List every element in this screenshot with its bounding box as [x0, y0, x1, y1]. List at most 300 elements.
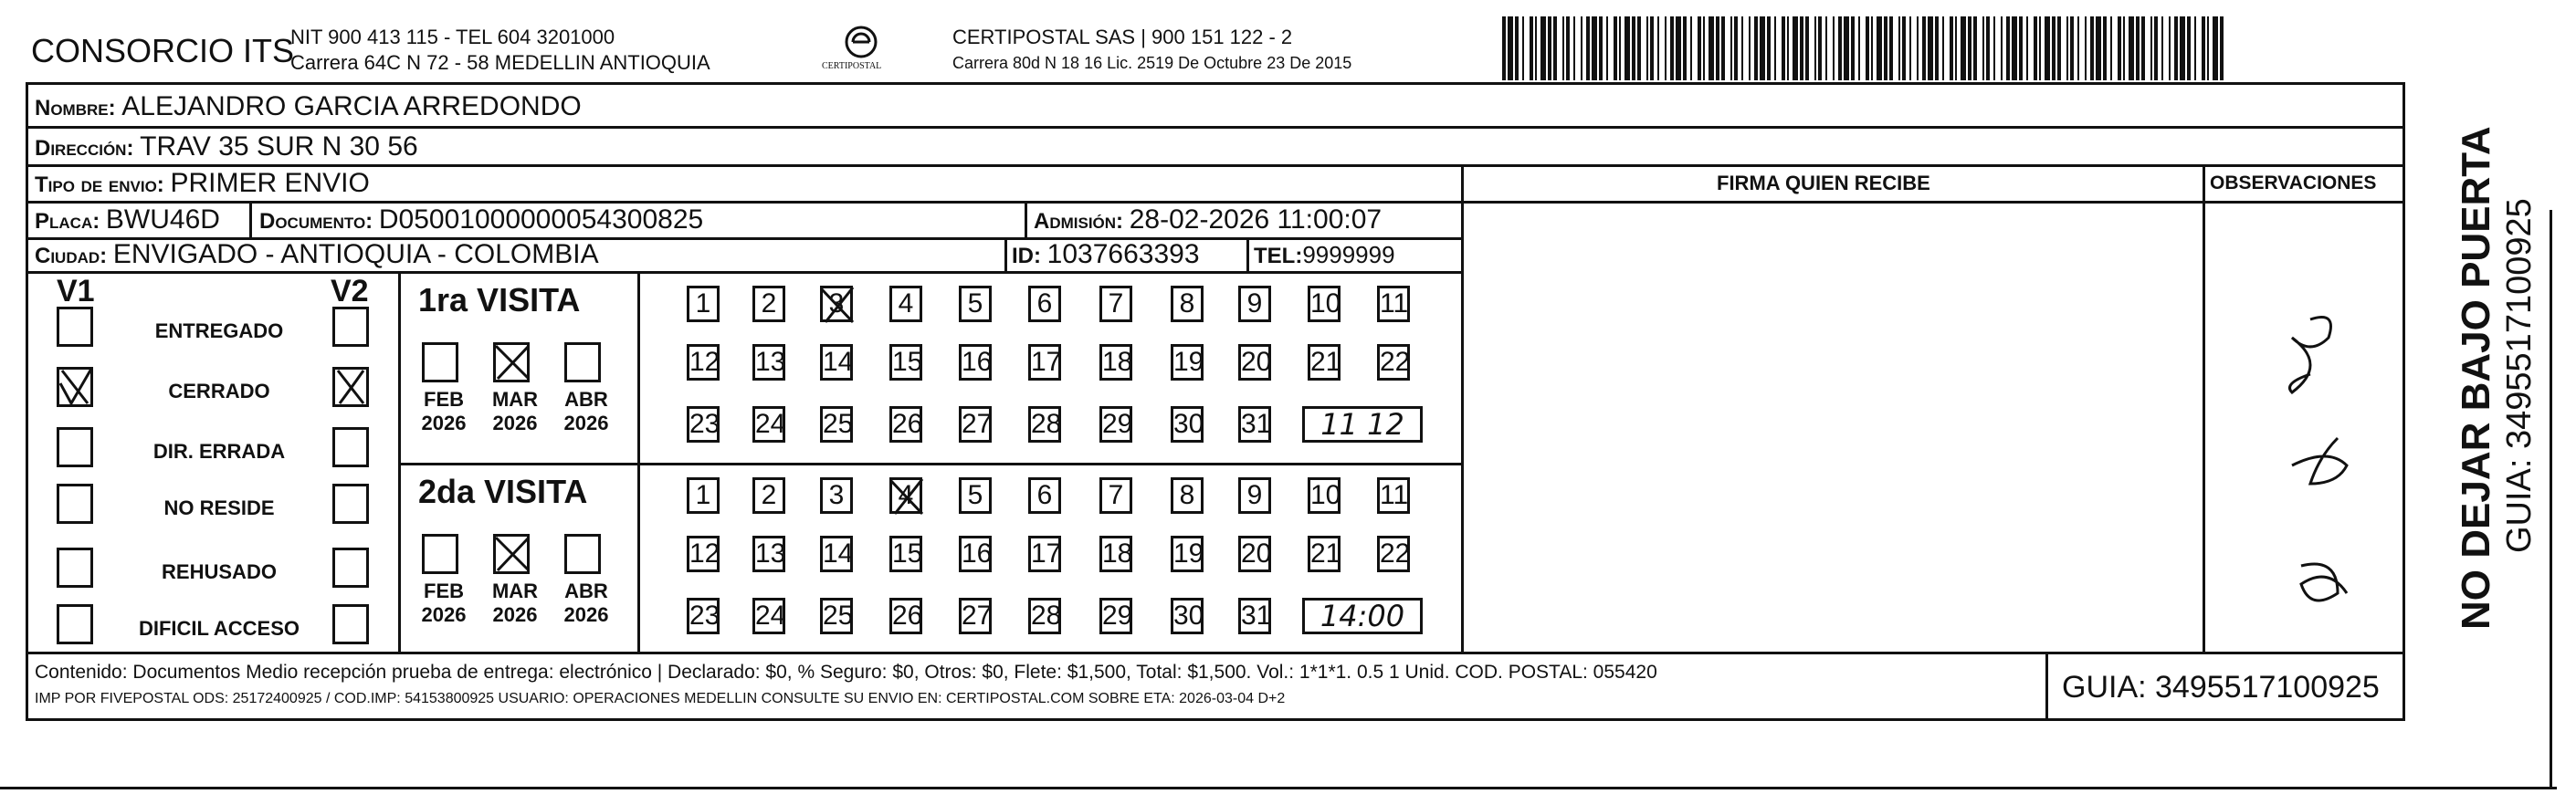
- day-number: 6: [1036, 288, 1053, 319]
- day-number: 13: [755, 347, 786, 377]
- ciudad-label: Ciudad: ENVIGADO - ANTIOQUIA - COLOMBIA: [35, 239, 599, 269]
- day-number: 21: [1310, 538, 1341, 569]
- v2-checkbox[interactable]: [332, 484, 369, 524]
- barcode-bar: [1637, 16, 1641, 80]
- barcode-bar: [1871, 16, 1873, 80]
- status-option-label: REHUSADO: [162, 560, 277, 583]
- day-box[interactable]: [1308, 536, 1341, 572]
- day-box[interactable]: [752, 406, 785, 443]
- barcode-bar: [2213, 16, 2218, 80]
- barcode-bar: [1670, 16, 1674, 80]
- day-number: 16: [962, 347, 993, 377]
- certipostal-logo-text: CERTIPOSTAL: [822, 61, 882, 71]
- barcode-bar: [1928, 16, 1933, 80]
- v2-label: V2: [331, 274, 369, 308]
- v2-checkbox[interactable]: [332, 427, 369, 467]
- barcode-bar: [1866, 16, 1869, 80]
- v1-checkbox[interactable]: [57, 604, 93, 644]
- barcode-bar: [2045, 16, 2050, 80]
- barcode-bar: [2039, 16, 2041, 80]
- day-number: 22: [1380, 538, 1411, 569]
- barcode-bar: [1917, 16, 1919, 80]
- company-address: Carrera 64C N 72 - 58 MEDELLIN ANTIOQUIA: [290, 51, 710, 74]
- day-box[interactable]: [1099, 477, 1132, 514]
- barcode-bar: [1782, 16, 1785, 80]
- day-box[interactable]: [687, 286, 720, 322]
- barcode-bar: [1767, 16, 1771, 80]
- v2-checkbox[interactable]: [332, 367, 369, 407]
- barcode-bar: [2070, 16, 2074, 80]
- month-year: 2026: [421, 603, 467, 626]
- barcode-bar: [1805, 16, 1809, 80]
- barcode-bar: [1676, 16, 1681, 80]
- month-name: MAR: [491, 580, 539, 602]
- barcode-bar: [1825, 16, 1827, 80]
- day-number: 20: [1241, 538, 1272, 569]
- v2-checkbox[interactable]: [332, 307, 369, 347]
- handwritten-time-box[interactable]: [1302, 598, 1423, 634]
- barcode-bar: [1935, 16, 1939, 80]
- status-option-label: ENTREGADO: [154, 319, 284, 342]
- day-box[interactable]: [820, 406, 853, 443]
- barcode-bar: [1838, 16, 1842, 80]
- barcode-bar: [2026, 16, 2028, 80]
- barcode-bar: [1606, 16, 1608, 80]
- barcode-bar: [2085, 16, 2087, 80]
- day-box[interactable]: [889, 536, 922, 572]
- barcode-bar: [1716, 16, 1719, 80]
- day-box[interactable]: [1238, 477, 1271, 514]
- footer-imp-line: IMP POR FIVEPOSTAL ODS: 25172400925 / COD.IMP: 54153800925 USUARIO: OPERACIONES MEDELLIN CONSULTE SU ENVIO EN: CERTIPOSTAL.COM SOBRE ETA: 2026-03-04 D+2: [35, 691, 1286, 706]
- documento-label: Documento: D05001000000054300825: [259, 204, 704, 235]
- day-number: 8: [1179, 480, 1195, 510]
- day-box[interactable]: [1171, 536, 1204, 572]
- barcode-bar: [1709, 16, 1714, 80]
- footer-guia: GUIA: 3495517100925: [2062, 670, 2380, 705]
- day-box[interactable]: [1099, 344, 1132, 381]
- day-number: 26: [892, 601, 923, 631]
- day-number: 5: [967, 288, 983, 319]
- v2-checkbox[interactable]: [332, 548, 369, 588]
- month-year: 2026: [421, 412, 467, 434]
- day-number: 2: [761, 288, 777, 319]
- barcode-bar: [2150, 16, 2152, 80]
- barcode-bar: [1760, 16, 1765, 80]
- month-checkbox[interactable]: [493, 534, 530, 574]
- day-number: 28: [1031, 601, 1062, 631]
- side-guia: GUIA: 3495517100925: [2500, 198, 2539, 553]
- month-checkbox[interactable]: [564, 342, 601, 382]
- barcode-bar: [1734, 16, 1738, 80]
- placa-value: BWU46D: [105, 204, 220, 235]
- barcode-bar: [1619, 16, 1621, 80]
- day-number: 30: [1173, 601, 1204, 631]
- day-box[interactable]: [820, 598, 853, 634]
- barcode-bar: [1986, 16, 1990, 80]
- day-box[interactable]: [889, 344, 922, 381]
- tel-value: 9999999: [1302, 241, 1395, 268]
- day-number: 23: [689, 601, 720, 631]
- month-year: 2026: [492, 412, 538, 434]
- placa-label: Placa: BWU46D: [35, 204, 220, 235]
- barcode-bar: [1950, 16, 1953, 80]
- month-name: ABR: [564, 388, 608, 411]
- day-number: 27: [962, 601, 993, 631]
- barcode-bar: [2129, 16, 2134, 80]
- day-box[interactable]: [1171, 477, 1204, 514]
- day-number: 26: [892, 409, 923, 439]
- v1-checkbox[interactable]: [57, 307, 93, 347]
- day-number: 25: [823, 601, 854, 631]
- day-number: 10: [1310, 288, 1341, 319]
- tipo-value: PRIMER ENVIO: [170, 168, 370, 198]
- nombre-label: Nombre: ALEJANDRO GARCIA ARREDONDO: [35, 91, 582, 121]
- barcode-bar: [2090, 16, 2094, 80]
- barcode-bar: [2103, 16, 2107, 80]
- barcode-bar: [1754, 16, 1758, 80]
- day-number: 28: [1031, 409, 1062, 439]
- day-box[interactable]: [959, 536, 992, 572]
- barcode-bar: [1573, 16, 1575, 80]
- barcode-bar: [2220, 16, 2224, 80]
- day-box[interactable]: [1099, 286, 1132, 322]
- barcode-bar: [2141, 16, 2145, 80]
- month-year: 2026: [563, 412, 609, 434]
- day-number: 25: [823, 409, 854, 439]
- day-box[interactable]: [1377, 344, 1410, 381]
- barcode-bar: [1902, 16, 1906, 80]
- v1-checkbox[interactable]: [57, 484, 93, 524]
- barcode-bar: [1698, 16, 1701, 80]
- day-box[interactable]: [1171, 286, 1204, 322]
- barcode-bar: [2154, 16, 2158, 80]
- barcode-bar: [1540, 16, 1546, 80]
- certipostal-line1: CERTIPOSTAL SAS | 900 151 122 - 2: [952, 26, 1293, 48]
- visit-title: 1ra VISITA: [418, 281, 581, 319]
- day-number: 3: [828, 480, 845, 510]
- day-box[interactable]: [687, 344, 720, 381]
- month-checkbox[interactable]: [422, 342, 458, 382]
- barcode-bar: [1909, 16, 1911, 80]
- direccion-label: Dirección: TRAV 35 SUR N 30 56: [35, 131, 418, 162]
- barcode-bar: [1508, 16, 1513, 80]
- barcode-bar: [2123, 16, 2125, 80]
- barcode-bar: [1793, 16, 1798, 80]
- day-box[interactable]: [1377, 477, 1410, 514]
- day-box[interactable]: [752, 536, 785, 572]
- day-box[interactable]: [1308, 344, 1341, 381]
- day-box[interactable]: [820, 536, 853, 572]
- day-number: 12: [689, 538, 720, 569]
- day-box[interactable]: [959, 406, 992, 443]
- day-number: 12: [689, 347, 720, 377]
- day-number: 3: [828, 288, 845, 319]
- barcode-bar: [2019, 16, 2023, 80]
- day-number: 6: [1036, 480, 1053, 510]
- direccion-value: TRAV 35 SUR N 30 56: [140, 131, 418, 162]
- day-number: 31: [1241, 409, 1272, 439]
- barcode-bar: [2174, 16, 2178, 80]
- barcode-bar: [2034, 16, 2037, 80]
- barcode-bar: [1787, 16, 1789, 80]
- barcode-bar: [1749, 16, 1751, 80]
- barcode-bar: [2202, 16, 2205, 80]
- day-box[interactable]: [1028, 344, 1061, 381]
- observaciones-header: OBSERVACIONES: [2210, 172, 2377, 193]
- day-box[interactable]: [687, 536, 720, 572]
- day-number: 18: [1102, 347, 1133, 377]
- check-mark-icon: [332, 367, 369, 407]
- day-number: 11: [1380, 480, 1409, 510]
- barcode-bar: [2052, 16, 2056, 80]
- barcode-bar: [1968, 16, 1971, 80]
- v1-checkbox[interactable]: [57, 548, 93, 588]
- month-checkbox[interactable]: [564, 534, 601, 574]
- day-number: 2: [761, 480, 777, 510]
- day-number: 1: [695, 480, 711, 510]
- day-box[interactable]: [1028, 406, 1061, 443]
- day-number: 10: [1310, 480, 1341, 510]
- day-box[interactable]: [687, 598, 720, 634]
- certipostal-line2: Carrera 80d N 18 16 Lic. 2519 De Octubre 23 De 2015: [952, 54, 1352, 72]
- day-box[interactable]: [1028, 286, 1061, 322]
- barcode-bar: [1961, 16, 1966, 80]
- day-number: 5: [967, 480, 983, 510]
- day-number: 24: [755, 409, 786, 439]
- day-box[interactable]: [889, 598, 922, 634]
- day-box[interactable]: [1028, 598, 1061, 634]
- company-nit: NIT 900 413 115 - TEL 604 3201000: [290, 26, 615, 48]
- barcode-bar: [1614, 16, 1617, 80]
- barcode-bar: [1721, 16, 1725, 80]
- barcode-bar: [1535, 16, 1537, 80]
- day-box[interactable]: [959, 477, 992, 514]
- day-box[interactable]: [1171, 406, 1204, 443]
- month-name: FEB: [424, 388, 464, 411]
- month-name: ABR: [564, 580, 608, 602]
- day-number: 4: [898, 480, 914, 510]
- barcode-bar: [1599, 16, 1603, 80]
- day-number: 21: [1310, 347, 1341, 377]
- day-number: 24: [755, 601, 786, 631]
- barcode-bar: [1581, 16, 1582, 80]
- month-checkbox[interactable]: [422, 534, 458, 574]
- day-number: 30: [1173, 409, 1204, 439]
- barcode-bar: [1922, 16, 1926, 80]
- day-number: 17: [1031, 538, 1062, 569]
- id-value: 1037663393: [1046, 239, 1200, 269]
- barcode-bar: [1982, 16, 1984, 80]
- barcode-bar: [1858, 16, 1860, 80]
- form-frame: [26, 82, 2405, 721]
- day-box[interactable]: [889, 286, 922, 322]
- admision-label: Admisión: 28-02-2026 11:00:07: [1034, 204, 1383, 235]
- day-box[interactable]: [820, 477, 853, 514]
- day-number: 11: [1380, 288, 1409, 319]
- day-box[interactable]: [1028, 477, 1061, 514]
- company-name: CONSORCIO ITS: [31, 32, 295, 69]
- side-warning: NO DEJAR BAJO PUERTA: [2454, 126, 2498, 630]
- barcode-bar: [2136, 16, 2140, 80]
- day-box[interactable]: [889, 477, 922, 514]
- barcode-bar: [1548, 16, 1551, 80]
- day-box[interactable]: [1099, 406, 1132, 443]
- day-box[interactable]: [1028, 536, 1061, 572]
- barcode-bar: [2077, 16, 2079, 80]
- check-mark-icon: [492, 534, 532, 574]
- barcode-bar: [1774, 16, 1776, 80]
- day-box[interactable]: [1099, 598, 1132, 634]
- day-box[interactable]: [959, 286, 992, 322]
- month-year: 2026: [563, 603, 609, 626]
- check-mark-icon: [57, 367, 93, 407]
- status-option-label: DIR. ERRADA: [152, 440, 286, 463]
- barcode-bar: [1665, 16, 1667, 80]
- barcode-bar: [2012, 16, 2017, 80]
- certipostal-logo: [811, 24, 911, 78]
- barcode-bar: [1851, 16, 1855, 80]
- day-box[interactable]: [1308, 477, 1341, 514]
- barcode-bar: [1942, 16, 1944, 80]
- day-box[interactable]: [1238, 406, 1271, 443]
- barcode-bar: [1973, 16, 1977, 80]
- nombre-value: ALEJANDRO GARCIA ARREDONDO: [121, 91, 582, 121]
- barcode-bar: [1624, 16, 1630, 80]
- tel-label: TEL:9999999: [1254, 241, 1395, 268]
- barcode-bar: [2118, 16, 2121, 80]
- status-option-label: NO RESIDE: [163, 496, 275, 519]
- barcode-bar: [1877, 16, 1882, 80]
- barcode-bar: [1844, 16, 1849, 80]
- day-number: 31: [1241, 601, 1272, 631]
- day-number: 14: [823, 538, 854, 569]
- day-number: 15: [892, 347, 923, 377]
- day-box[interactable]: [1377, 536, 1410, 572]
- status-option-label: CERRADO: [168, 380, 270, 402]
- barcode-bar: [1522, 16, 1524, 80]
- barcode-bar: [2066, 16, 2068, 80]
- day-box[interactable]: [820, 286, 853, 322]
- barcode-bar: [1741, 16, 1743, 80]
- day-box[interactable]: [1171, 598, 1204, 634]
- day-box[interactable]: [1377, 286, 1410, 322]
- barcode-bar: [1683, 16, 1687, 80]
- barcode-bar: [1814, 16, 1816, 80]
- day-number: 9: [1246, 288, 1263, 319]
- day-box[interactable]: [889, 406, 922, 443]
- day-number: 18: [1102, 538, 1133, 569]
- day-number: 1: [695, 288, 711, 319]
- barcode-bar: [2180, 16, 2185, 80]
- day-box[interactable]: [687, 406, 720, 443]
- month-name: MAR: [491, 388, 539, 411]
- barcode-bar: [1650, 16, 1654, 80]
- day-box[interactable]: [1238, 598, 1271, 634]
- day-box[interactable]: [1171, 344, 1204, 381]
- barcode-bar: [1502, 16, 1506, 80]
- day-box[interactable]: [752, 477, 785, 514]
- day-box[interactable]: [752, 598, 785, 634]
- barcode-bar: [2194, 16, 2196, 80]
- admision-value: 28-02-2026 11:00:07: [1129, 204, 1383, 235]
- day-number: 17: [1031, 347, 1062, 377]
- day-box[interactable]: [1308, 286, 1341, 322]
- barcode-bar: [1730, 16, 1732, 80]
- barcode-bar: [2057, 16, 2061, 80]
- barcode-bar: [1592, 16, 1597, 80]
- day-number: 4: [898, 288, 914, 319]
- day-box[interactable]: [1238, 344, 1271, 381]
- v1-checkbox[interactable]: [57, 367, 93, 407]
- day-box[interactable]: [1238, 536, 1271, 572]
- v2-checkbox[interactable]: [332, 604, 369, 644]
- barcode-bar: [1889, 16, 1893, 80]
- barcode-bar: [2207, 16, 2209, 80]
- day-number: 23: [689, 409, 720, 439]
- barcode-bar: [2110, 16, 2112, 80]
- v1-label: V1: [57, 274, 95, 308]
- handwritten-time: 11 12: [1320, 407, 1404, 442]
- day-box[interactable]: [1099, 536, 1132, 572]
- day-box[interactable]: [752, 344, 785, 381]
- barcode-bar: [2169, 16, 2171, 80]
- barcode-bar: [1530, 16, 1533, 80]
- barcode-bar: [1955, 16, 1957, 80]
- month-name: FEB: [424, 580, 464, 602]
- day-box[interactable]: [687, 477, 720, 514]
- day-number: 9: [1246, 480, 1263, 510]
- day-number: 7: [1108, 480, 1124, 510]
- observaciones-handwriting: [2210, 292, 2392, 639]
- day-number: 8: [1179, 288, 1195, 319]
- barcode-bar: [1586, 16, 1590, 80]
- day-number: 22: [1380, 347, 1411, 377]
- day-number: 29: [1102, 601, 1133, 631]
- day-box[interactable]: [752, 286, 785, 322]
- documento-value: D05001000000054300825: [378, 204, 704, 235]
- month-checkbox[interactable]: [493, 342, 530, 382]
- barcode-bar: [1562, 16, 1564, 80]
- ciudad-value: ENVIGADO - ANTIOQUIA - COLOMBIA: [112, 239, 599, 269]
- day-number: 29: [1102, 409, 1133, 439]
- day-box[interactable]: [1238, 286, 1271, 322]
- barcode-bar: [1800, 16, 1803, 80]
- day-number: 13: [755, 538, 786, 569]
- day-box[interactable]: [959, 598, 992, 634]
- barcode: [1502, 16, 2228, 80]
- day-number: 19: [1173, 538, 1204, 569]
- day-box[interactable]: [959, 344, 992, 381]
- barcode-bar: [1690, 16, 1692, 80]
- barcode-bar: [2001, 16, 2003, 80]
- barcode-bar: [2006, 16, 2010, 80]
- footer-contenido: Contenido: Documentos Medio recepción prueba de entrega: electrónico | Declarado: $0, % Seguro: $0, Otros: $0, Flete: $1,500, Total: $1,500. Vol.: 1*1*1. 0.5 1 Unid. COD. POSTAL: 055420: [35, 662, 1657, 683]
- barcode-bar: [1566, 16, 1570, 80]
- barcode-bar: [1515, 16, 1519, 80]
- day-number: 16: [962, 538, 993, 569]
- barcode-bar: [1818, 16, 1822, 80]
- id-label: ID: 1037663393: [1012, 239, 1200, 269]
- day-box[interactable]: [820, 344, 853, 381]
- day-number: 27: [962, 409, 993, 439]
- day-number: 19: [1173, 347, 1204, 377]
- day-number: 14: [823, 347, 854, 377]
- barcode-bar: [1884, 16, 1887, 80]
- v1-checkbox[interactable]: [57, 427, 93, 467]
- handwritten-time-box[interactable]: [1302, 406, 1423, 443]
- day-number: 20: [1241, 347, 1272, 377]
- barcode-bar: [2161, 16, 2163, 80]
